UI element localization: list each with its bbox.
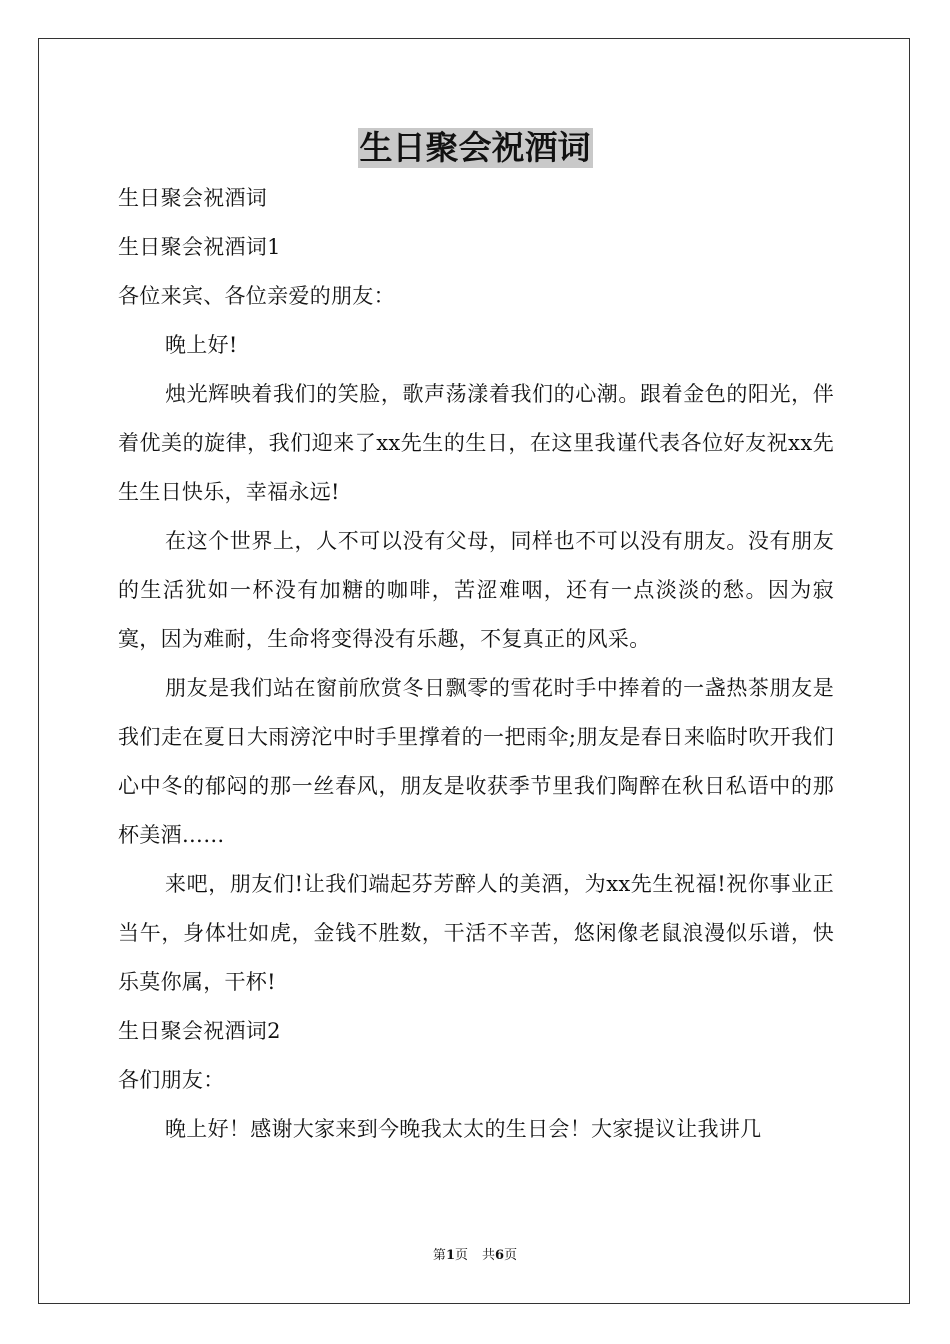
total-prefix: 共 — [482, 1248, 496, 1263]
page-footer — [0, 1247, 950, 1265]
document-body — [118, 174, 834, 1154]
paragraph-toast: 来吧，朋友们!让我们端起芬芳醉人的美酒，为xx先生祝福!祝你事业正当午，身体壮如虎，金钱不胜数，干活不辛苦，悠闲像老鼠浪漫似乐谱，快乐莫你属，干杯! — [118, 872, 834, 994]
salutation-1: 各位来宾、各位亲爱的朋友： — [118, 284, 395, 308]
greeting-1: 晚上好! — [165, 333, 238, 357]
salutation-2: 各们朋友： — [118, 1068, 225, 1092]
section-heading-1: 生日聚会祝酒词1 — [118, 235, 281, 259]
paragraph-friends-world: 在这个世界上，人不可以没有父母，同样也不可以没有朋友。没有朋友的生活犹如一杯没有加糖的咖啡，苦涩难咽，还有一点淡淡的愁。因为寂寞，因为难耐，生命将变得没有乐趣，不复真正的风采。 — [118, 529, 834, 651]
paragraph-friends-are: 朋友是我们站在窗前欣赏冬日飘零的雪花时手中捧着的一盏热茶朋友是我们走在夏日大雨滂沱中时手里撑着的一把雨伞;朋友是春日来临时吹开我们心中冬的郁闷的那一丝春风，朋友是收获季节里我们陶醉在秋日私语中的那杯美酒…… — [118, 676, 834, 847]
section-heading-2: 生日聚会祝酒词2 — [118, 1019, 281, 1043]
subtitle-line: 生日聚会祝酒词 — [118, 186, 268, 210]
total-page-number: 6 — [495, 1248, 505, 1263]
current-page-number: 1 — [445, 1248, 455, 1263]
page-prefix: 第 — [432, 1248, 446, 1263]
total-suffix: 页 — [504, 1248, 518, 1263]
document-title-text: 生日聚会祝酒词 — [359, 128, 591, 167]
page-suffix: 页 — [454, 1248, 468, 1263]
document-title — [0, 128, 950, 168]
paragraph-candlelight: 烛光辉映着我们的笑脸，歌声荡漾着我们的心潮。跟着金色的阳光，伴着优美的旋律，我们迎来了xx先生的生日，在这里我谨代表各位好友祝xx先生生日快乐，幸福永远! — [118, 382, 834, 504]
paragraph-evening: 晚上好！感谢大家来到今晚我太太的生日会！大家提议让我讲几 — [165, 1117, 762, 1141]
